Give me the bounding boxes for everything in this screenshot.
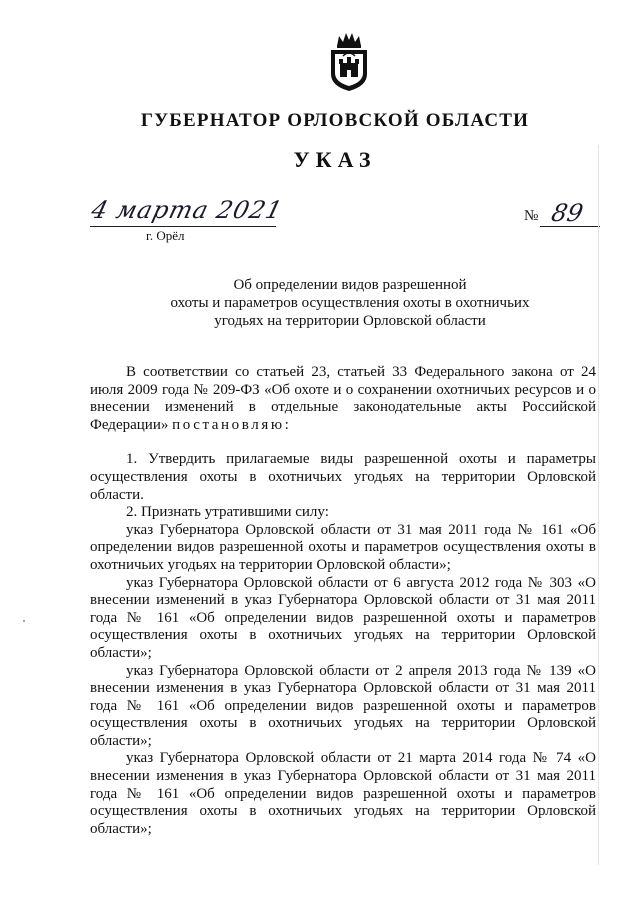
date-underline: [90, 226, 276, 227]
document-body: [90, 364, 596, 838]
repealed-decree: указ Губернатора Орловской области от 2 апреля 2013 года № 139 «О внесении изменения в указ Губернатора Орловской области от 31 мая 2011 года № 161 «Об определении видов разрешенной охоты и параметров осуществления охоты в охотничьих угодьях на территории Орловской области»;: [90, 662, 596, 749]
repealed-decree: указ Губернатора Орловской области от 6 августа 2012 года № 303 «О внесении изменений в указ Губернатора Орловской области от 31 мая 2011 года № 161 «Об определении видов разрешенной охоты и параметров осуществления охоты в охотничьих угодьях на территории Орловской области»;: [90, 574, 596, 661]
title-line: Об определении видов разрешенной: [233, 277, 467, 293]
handwritten-date: 4 марта 2021: [88, 196, 286, 224]
title-line: угодьях на территории Орловской области: [214, 313, 486, 329]
coat-of-arms-emblem: [327, 30, 371, 92]
issuing-authority: ГУБЕРНАТОР ОРЛОВСКОЙ ОБЛАСТИ: [140, 110, 530, 131]
item-paragraph: 2. Признать утратившими силу:: [126, 504, 329, 521]
repealed-decree: указ Губернатора Орловской области от 31 мая 2011 года № 161 «Об определении видов разрешенной охоты и параметров осуществления охоты в охотничьих угодьях на территории Орловской области»;: [90, 521, 596, 573]
item-paragraph: 1. Утвердить прилагаемые виды разрешенной охоты и параметры осуществления охоты в охотничьих угодьях на территории Орловской области.: [90, 451, 596, 503]
document-type: УКАЗ: [293, 147, 377, 172]
city-label: г. Орёл: [146, 228, 185, 243]
number-label: №: [524, 208, 539, 224]
preamble-paragraph: [90, 364, 596, 434]
scan-margin-line: [598, 145, 599, 865]
handwritten-number: 89: [549, 199, 586, 227]
document-title: [120, 276, 580, 330]
title-line: охоты и параметров осуществления охоты в охотничьих: [170, 295, 530, 311]
decree-word: постановляю:: [172, 416, 292, 433]
repealed-decree: указ Губернатора Орловской области от 21 марта 2014 года № 74 «О внесении изменения в указ Губернатора Орловской области от 31 мая 2011 года № 161 «Об определении видов разрешенной охоты и параметров осуществления охоты в охотничьих угодьях на территории Орловской области»;: [90, 750, 596, 837]
preamble-text: В соответствии со статьей 23, статьей 33 Федерального закона от 24 июля 2009 года № 209-ФЗ «Об охоте и о сохранении охотничьих ресурсов и о внесении изменений в отдельные законодательные акты Российской Федерации»: [90, 364, 596, 433]
number-underline: [540, 226, 600, 227]
scan-speck: [23, 620, 25, 622]
